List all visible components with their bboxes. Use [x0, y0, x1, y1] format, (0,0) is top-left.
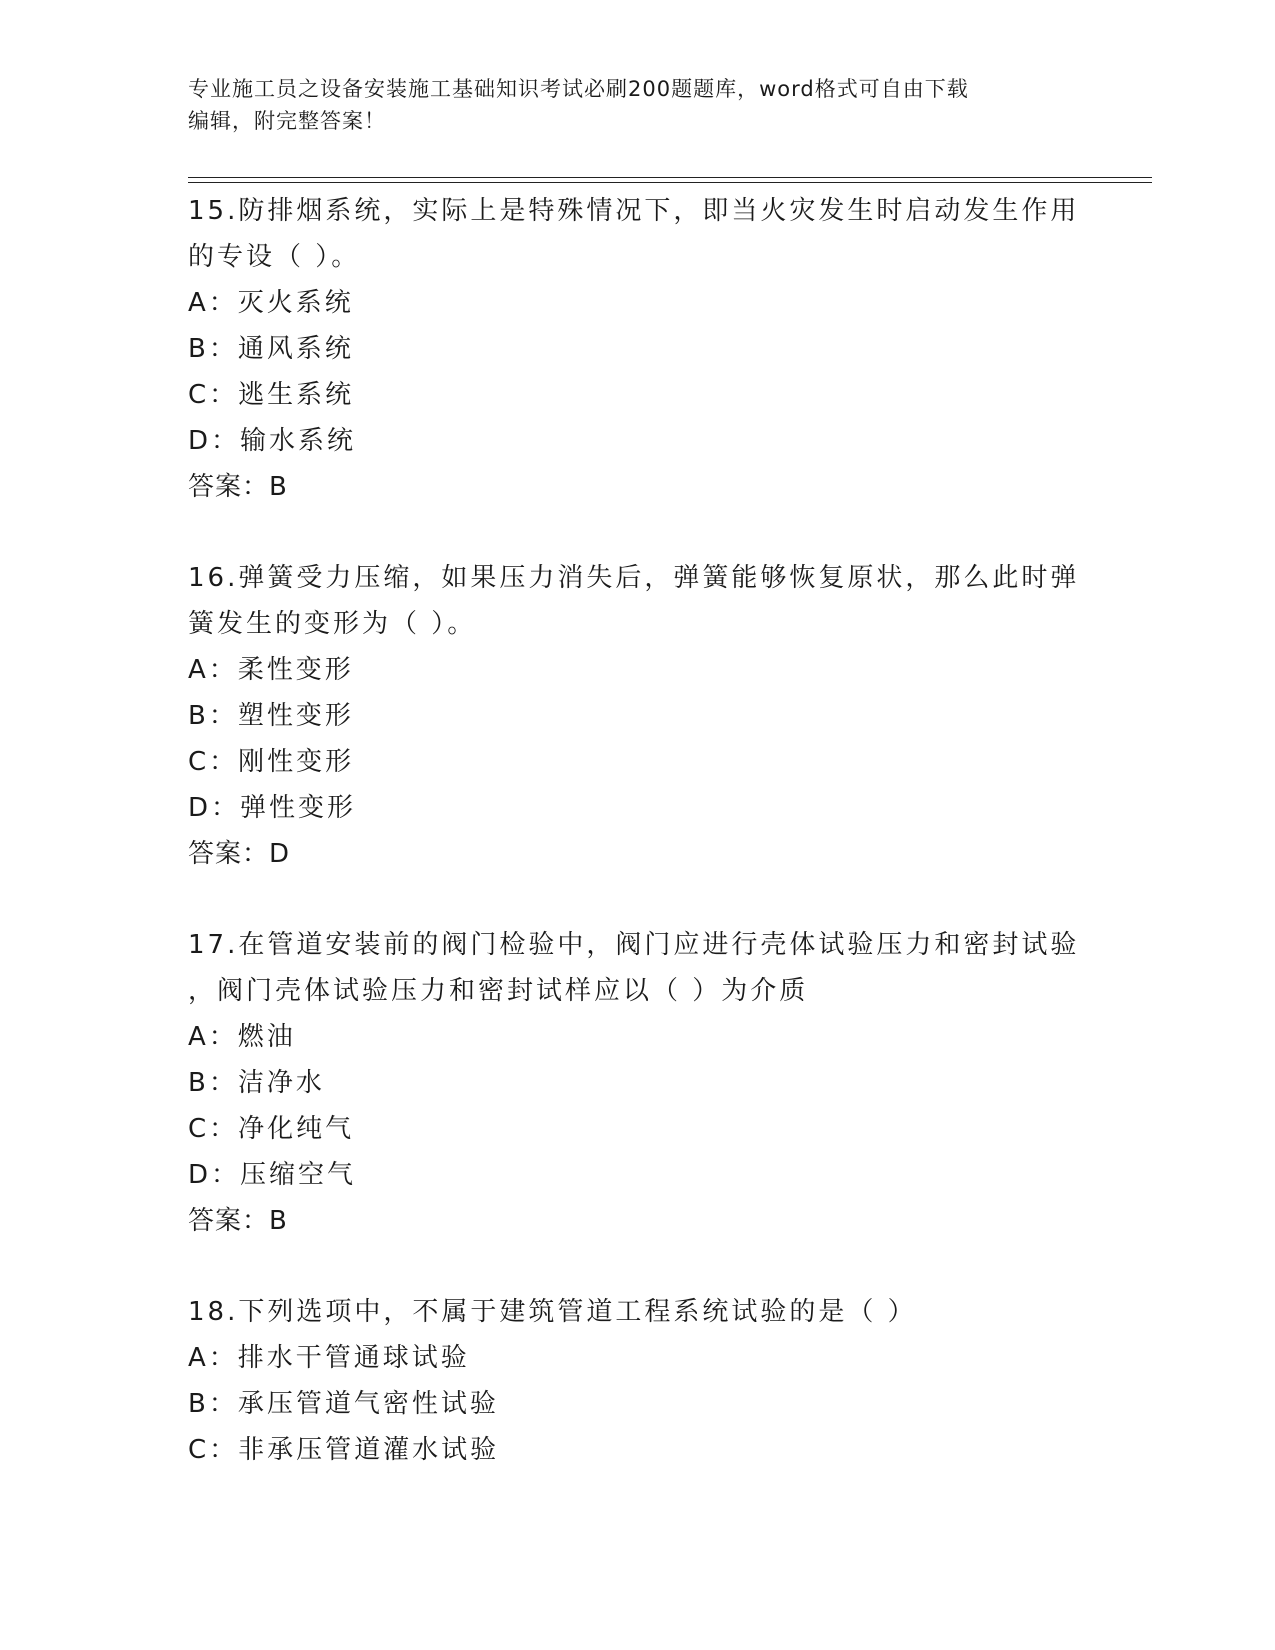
question-text-line: ，阀门壳体试验压力和密封试样应以（ ）为介质	[188, 976, 809, 1006]
answer: 答案：B	[188, 472, 288, 502]
option-a: A：柔性变形	[188, 655, 354, 685]
question-text	[188, 1289, 1098, 1335]
option-c: C：净化纯气	[188, 1114, 355, 1144]
question-text-line: 15.防排烟系统，实际上是特殊情况下，即当火灾发生时启动发生作用	[188, 196, 1080, 226]
question-list	[188, 188, 1098, 1518]
question-text	[188, 922, 1098, 1014]
option-a: A：排水干管通球试验	[188, 1343, 470, 1373]
option-d: D：弹性变形	[188, 793, 357, 823]
option-c: C：非承压管道灌水试验	[188, 1435, 500, 1465]
question-15	[188, 188, 1098, 510]
header-divider-top	[188, 177, 1152, 178]
header-line-2: 编辑，附完整答案！	[188, 109, 386, 133]
question-text-line: 18.下列选项中，不属于建筑管道工程系统试验的是（ ）	[188, 1297, 917, 1327]
option-a: A：燃油	[188, 1022, 296, 1052]
question-text-line: 16.弹簧受力压缩，如果压力消失后，弹簧能够恢复原状，那么此时弹	[188, 563, 1080, 593]
question-text-line: 的专设（ ）。	[188, 242, 361, 272]
question-text	[188, 555, 1098, 647]
header-line-1: 专业施工员之设备安装施工基础知识考试必刷200题题库，word格式可自由下载	[188, 77, 969, 101]
question-18	[188, 1289, 1098, 1473]
question-text	[188, 188, 1098, 280]
option-b: B：承压管道气密性试验	[188, 1389, 499, 1419]
document-header	[188, 73, 1088, 137]
answer: 答案：D	[188, 839, 291, 869]
option-d: D：输水系统	[188, 426, 357, 456]
header-divider-bottom	[188, 182, 1152, 183]
option-c: C：逃生系统	[188, 380, 355, 410]
option-a: A：灭火系统	[188, 288, 354, 318]
question-16	[188, 555, 1098, 877]
option-b: B：塑性变形	[188, 701, 354, 731]
option-c: C：刚性变形	[188, 747, 355, 777]
question-17	[188, 922, 1098, 1244]
question-text-line: 簧发生的变形为（ ）。	[188, 609, 477, 639]
option-d: D：压缩空气	[188, 1160, 357, 1190]
option-b: B：洁净水	[188, 1068, 325, 1098]
question-text-line: 17.在管道安装前的阀门检验中，阀门应进行壳体试验压力和密封试验	[188, 930, 1080, 960]
answer: 答案：B	[188, 1206, 288, 1236]
option-b: B：通风系统	[188, 334, 354, 364]
